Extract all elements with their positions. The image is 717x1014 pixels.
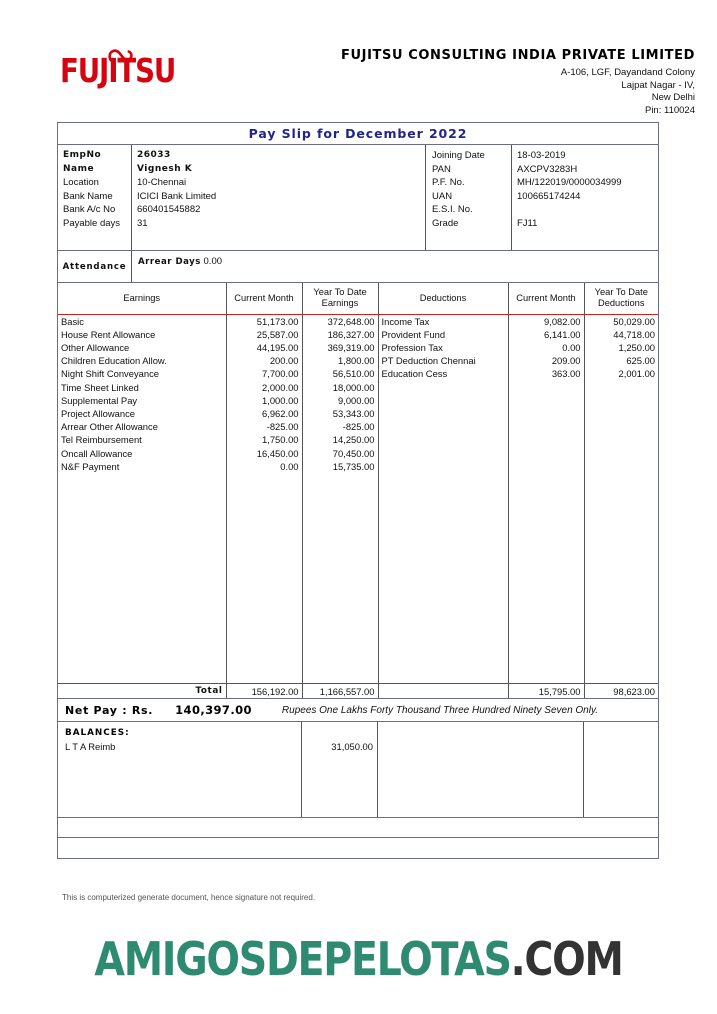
table-row [58,618,658,631]
table-total-row [58,684,658,699]
balances-title: BALANCES: [65,728,130,739]
deduction-ytd [584,526,658,539]
table-row [58,341,658,354]
earning-name [58,644,226,657]
deduction-current [508,552,584,565]
earning-current [226,499,302,512]
table-row [58,552,658,565]
earning-name [58,486,226,499]
deduction-name [378,513,508,526]
balances-names-column [58,722,302,817]
net-pay-section [58,699,658,722]
label-location: Location [63,177,99,189]
earning-name [58,526,226,539]
label-esi-no: E.S.I. No. [432,204,473,216]
earning-current [226,526,302,539]
header-deductions: Deductions [378,283,508,314]
label-grade: Grade [432,217,459,229]
earning-current [226,618,302,631]
earning-ytd: -825.00 [302,420,378,433]
employee-right-labels [426,145,512,250]
earning-current: 51,173.00 [226,314,302,328]
deduction-current [508,631,584,644]
deduction-name [378,447,508,460]
deduction-ytd [584,420,658,433]
table-row [58,354,658,367]
earning-current [226,592,302,605]
table-row [58,658,658,671]
earning-current [226,578,302,591]
earnings-deductions-table [58,283,658,699]
earning-current: 1,750.00 [226,433,302,446]
payslip-title-bar [58,123,658,145]
table-body [58,314,658,684]
header-earnings: Earnings [58,283,226,314]
employee-right-values [512,145,658,250]
earning-name: Arrear Other Allowance [58,420,226,433]
deduction-name [378,539,508,552]
attendance-label: Attendance [58,251,132,282]
deduction-name [378,407,508,420]
balance-item-amount: 31,050.00 [331,741,373,753]
earning-ytd: 70,450.00 [302,447,378,460]
deduction-ytd [584,565,658,578]
earning-name: N&F Payment [58,460,226,473]
deduction-name [378,618,508,631]
table-row [58,447,658,460]
earning-name: Children Education Allow. [58,354,226,367]
earning-ytd [302,526,378,539]
earning-current: 1,000.00 [226,394,302,407]
earning-name [58,578,226,591]
earning-ytd: 369,319.00 [302,341,378,354]
earning-current [226,671,302,684]
earning-name [58,513,226,526]
deduction-name [378,420,508,433]
deduction-ytd [584,592,658,605]
attendance-section [58,251,658,283]
earning-current [226,539,302,552]
earning-ytd [302,592,378,605]
table-row [58,513,658,526]
deduction-current [508,394,584,407]
total-deductions-ytd: 98,623.00 [584,684,658,699]
blank-row-2 [58,838,658,858]
company-address-line-2: Lajpat Nagar - IV, [621,79,695,91]
earning-name [58,618,226,631]
table-row [58,578,658,591]
label-pan: PAN [432,163,451,175]
value-uan: 100665174244 [517,190,581,202]
deduction-name [378,671,508,684]
deduction-ytd [584,552,658,565]
balances-section [58,722,658,818]
earning-current [226,605,302,618]
deduction-ytd: 1,250.00 [618,341,655,353]
deduction-current [508,565,584,578]
site-watermark [50,932,667,986]
total-earnings-current: 156,192.00 [226,684,302,699]
table-row [58,592,658,605]
deduction-current: 9,082.00 [508,314,584,328]
net-pay-amount: 140,397.00 [175,703,252,718]
footer-note: This is computerized generate document, hence signature not required. [62,893,316,902]
label-name: Name [63,163,95,174]
deduction-ytd [584,539,658,552]
deduction-current [508,539,584,552]
earning-current [226,631,302,644]
deduction-name: Provident Fund [378,328,508,341]
earning-ytd [302,552,378,565]
header-deductions-ytd [584,283,658,314]
earning-current [226,513,302,526]
table-row [58,420,658,433]
earning-ytd: 1,800.00 [302,354,378,367]
earning-name [58,473,226,486]
deduction-current [508,460,584,473]
earning-ytd [302,473,378,486]
deduction-ytd [584,499,658,512]
deduction-ytd [584,631,658,644]
total-deductions-spacer [378,684,508,699]
deduction-current [508,486,584,499]
earning-ytd [302,671,378,684]
table-row [58,565,658,578]
earning-ytd [302,578,378,591]
label-uan: UAN [432,190,453,202]
deduction-current [508,644,584,657]
value-bank-name: ICICI Bank Limited [137,190,217,202]
earning-ytd: 9,000.00 [302,394,378,407]
deduction-name [378,578,508,591]
earning-ytd [302,539,378,552]
earning-name: Project Allowance [58,407,226,420]
table-row [58,433,658,446]
arrear-days-label: Arrear Days [138,257,201,267]
earning-current: -825.00 [226,420,302,433]
deduction-name [378,592,508,605]
earning-name: House Rent Allowance [58,328,226,341]
table-row [58,328,658,341]
company-address-line-3: New Delhi [651,92,695,103]
earning-current [226,565,302,578]
company-address-block [341,48,695,117]
deduction-ytd [584,644,658,657]
earning-current: 0.00 [226,460,302,473]
value-pf-no: MH/122019/0000034999 [517,177,622,189]
deduction-ytd [584,578,658,591]
deduction-ytd [584,513,658,526]
earning-name: Oncall Allowance [58,447,226,460]
deduction-ytd [584,394,658,407]
net-pay-label: Net Pay : Rs. [65,703,154,717]
deduction-current [508,447,584,460]
balances-spacer-column [378,722,584,817]
earning-ytd: 18,000.00 [302,381,378,394]
table-row [58,394,658,407]
deduction-ytd: 44,718.00 [613,328,655,340]
earning-ytd [302,644,378,657]
earning-current: 7,700.00 [226,367,302,380]
earning-name [58,671,226,684]
table-row [58,631,658,644]
letterhead [0,40,717,116]
deduction-current [508,592,584,605]
deduction-current [508,658,584,671]
deduction-current [508,578,584,591]
balance-item-name: L T A Reimb [65,741,116,753]
employee-left-values [132,145,425,250]
value-esi-no [517,203,658,217]
header-deductions-current: Current Month [508,283,584,314]
value-empno: 26033 [137,150,171,160]
deduction-ytd [584,381,658,394]
earning-current: 16,450.00 [226,447,302,460]
deduction-ytd [584,473,658,486]
deduction-name [378,473,508,486]
deduction-name [378,644,508,657]
employee-left-labels [58,145,132,250]
deduction-name [378,565,508,578]
earning-ytd [302,658,378,671]
attendance-values [132,251,658,282]
earning-name: Basic [58,314,226,328]
earning-current: 25,587.00 [226,328,302,341]
deduction-current [508,420,584,433]
table-row [58,499,658,512]
employee-details-section [58,145,658,251]
deduction-ytd [584,618,658,631]
total-label: Total [58,684,226,699]
deduction-current [508,526,584,539]
deduction-ytd [584,433,658,446]
earning-name [58,565,226,578]
net-pay-in-words: Rupees One Lakhs Forty Thousand Three Hundred Ninety Seven Only. [281,704,598,716]
table-row [58,314,658,328]
deduction-name: Profession Tax [378,341,508,354]
earning-current [226,473,302,486]
deduction-current [508,605,584,618]
deduction-name [378,631,508,644]
deduction-name [378,381,508,394]
earning-ytd [302,631,378,644]
earning-current [226,644,302,657]
deduction-current [508,473,584,486]
earning-name: Supplemental Pay [58,394,226,407]
deduction-ytd [584,671,658,684]
deduction-ytd [584,605,658,618]
employee-details-right [426,145,658,250]
earning-ytd: 14,250.00 [302,433,378,446]
earning-current [226,658,302,671]
earning-name: Other Allowance [58,341,226,354]
table-row [58,381,658,394]
earning-name [58,605,226,618]
label-joining-date: Joining Date [432,150,485,161]
watermark-tld: .COM [510,932,623,986]
earning-ytd: 56,510.00 [302,367,378,380]
earning-current [226,486,302,499]
deduction-name: Income Tax [378,314,508,328]
label-bank-account: Bank A/c No [63,204,116,216]
deduction-ytd: 50,029.00 [613,315,655,327]
total-earnings-ytd: 1,166,557.00 [302,684,378,699]
deduction-current [508,618,584,631]
value-payable-days: 31 [137,217,148,229]
deduction-name [378,394,508,407]
deduction-ytd [584,447,658,460]
table-row [58,605,658,618]
table-row [58,367,658,380]
blank-row-1 [58,818,658,838]
value-name: Vignesh K [137,163,193,174]
label-payable-days: Payable days [63,217,121,229]
label-empno: EmpNo [63,150,102,160]
deduction-current [508,381,584,394]
deduction-name [378,605,508,618]
header-earnings-ytd [302,283,378,314]
header-deductions-ytd-line2: Deductions [597,298,645,309]
value-pan: AXCPV3283H [517,163,578,175]
table-row [58,644,658,657]
deduction-current: 363.00 [508,367,584,380]
total-deductions-current: 15,795.00 [508,684,584,699]
earning-current: 200.00 [226,354,302,367]
earning-name [58,539,226,552]
earning-current: 6,962.00 [226,407,302,420]
label-pf-no: P.F. No. [432,177,465,189]
company-name: FUJITSU CONSULTING INDIA PRIVATE LIMITED [341,48,695,63]
value-bank-account: 660401545882 [137,204,201,216]
table-row [58,407,658,420]
deduction-current [508,499,584,512]
header-earnings-ytd-line1: Year To Date [313,287,367,298]
earning-ytd [302,618,378,631]
header-earnings-ytd-line2: Earnings [321,298,359,309]
earning-ytd: 53,343.00 [302,407,378,420]
table-header-row [58,283,658,314]
earning-ytd [302,513,378,526]
deduction-current [508,433,584,446]
deduction-ytd: 625.00 [626,355,655,367]
fujitsu-logo [60,51,230,102]
deduction-name [378,552,508,565]
earning-ytd: 15,735.00 [302,460,378,473]
deduction-current [508,671,584,684]
watermark-brand: AMIGOSDEPELOTAS [94,932,511,986]
deduction-current [508,407,584,420]
deduction-name: PT Deduction Chennai [378,354,508,367]
page-title: Pay Slip for December 2022 [248,126,468,141]
deduction-name: Education Cess [378,367,508,380]
earning-current [226,552,302,565]
company-address-line-1: A-106, LGF, Dayandand Colony [560,67,695,78]
table-row [58,460,658,473]
table-row [58,526,658,539]
earning-name [58,499,226,512]
earning-ytd [302,565,378,578]
earning-name [58,631,226,644]
deduction-current [508,513,584,526]
earning-current: 2,000.00 [226,381,302,394]
deduction-name [378,433,508,446]
earning-name: Tel Reimbursement [58,433,226,446]
deduction-ytd [584,460,658,473]
deduction-current: 0.00 [508,341,584,354]
employee-details-left [58,145,426,250]
header-earnings-current: Current Month [226,283,302,314]
table-row [58,671,658,684]
company-address-line-4: Pin: 110024 [644,104,695,116]
balances-amounts-column [302,722,378,817]
earning-current: 44,195.00 [226,341,302,354]
table-row [58,486,658,499]
deduction-ytd [584,486,658,499]
deduction-current: 209.00 [508,354,584,367]
deduction-name [378,499,508,512]
earning-name: Time Sheet Linked [58,381,226,394]
deduction-name [378,486,508,499]
earning-name [58,658,226,671]
deduction-ytd [584,658,658,671]
earning-ytd [302,605,378,618]
arrear-days-value: 0.00 [203,256,223,267]
earning-ytd [302,486,378,499]
table-row [58,473,658,486]
deduction-name [378,526,508,539]
earning-ytd: 186,327.00 [302,328,378,341]
earning-name: Night Shift Conveyance [58,367,226,380]
deduction-name [378,658,508,671]
value-location: 10-Chennai [137,177,187,189]
payslip-document [57,122,659,859]
earning-name [58,592,226,605]
deduction-ytd [584,407,658,420]
earning-ytd: 372,648.00 [302,314,378,328]
table-row [58,539,658,552]
balances-right-column [584,722,658,817]
header-deductions-ytd-line1: Year To Date [594,287,648,298]
fujitsu-logo-text: FUJITSU [60,51,176,90]
deduction-name [378,460,508,473]
earning-name [58,552,226,565]
label-bank-name: Bank Name [63,190,113,202]
deduction-current: 6,141.00 [508,328,584,341]
value-grade: FJ11 [517,217,538,229]
value-joining-date: 18-03-2019 [517,150,566,161]
deduction-ytd: 2,001.00 [618,368,655,380]
earning-ytd [302,499,378,512]
